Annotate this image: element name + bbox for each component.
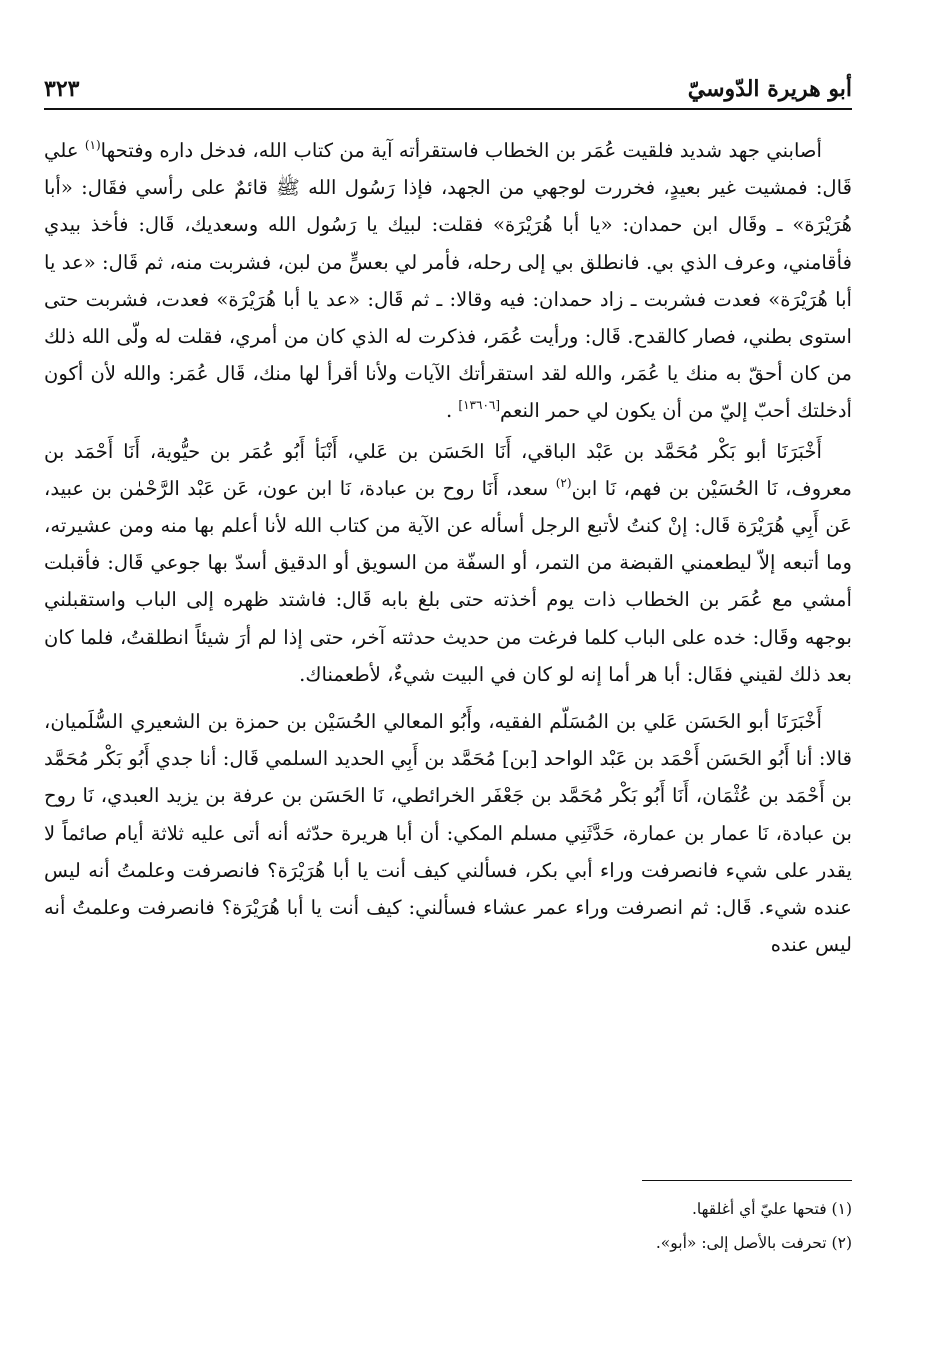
paragraph-2 — [44, 433, 852, 693]
paragraph-1-text-b: علي قَال: فمشيت غير بعيدٍ، فخررت لوجهي من الجهد، فإذا رَسُول الله ﷺ قائمٌ على رأسي فقَال: «أبا هُرَيْرَة» ـ وقَال ابن حمدان: «يا أبا هُرَيْرَة» فقلت: لبيك يا رَسُول الله وسعديك، قَال: فأخذ بيدي فأقامني، وعرف الذي بي. فانطلق بي إلى رحله، فأمر لي بعسٍّ من لبن، فشربت منه، ثم قَال: «عد يا أبا هُرَيْرَة» فعدت فشربت ـ زاد حمدان: فيه وقالا: ـ ثم قَال: «عد يا أبا هُرَيْرَة» فعدت، فشربت حتى استوى بطني، فصار كالقدح. قَال: ورأيت عُمَر، فذكرت له الذي كان من أمري، فقلت له ولّى الله ذلك من كان أحقّ به منك يا عُمَر، والله لقد استقرأتك الآيات ولأنا أقرأ لها منك، قَال عُمَر: والله لأن أكون أدخلتك أحبّ إليّ من أن يكون لي حمر النعم — [44, 139, 852, 423]
main-text — [44, 132, 852, 963]
footnote-divider — [642, 1180, 852, 1181]
footnote-2: (٢) تحرفت بالأصل إلى: «أبو». — [655, 1234, 852, 1252]
paragraph-2-text-b: سعد، أَنَا روح بن عبادة، نَا ابن عون، عَن عَبْد الرَّحْمٰن بن عبيد، عَن أَبِي هُرَيْرَة قَال: إنْ كنتُ لأتبع الرجل أسأله عن الآية من كتاب الله لأنا أعلم بها منه ومن عشيرته، وما أتبعه إلاّ ليطعمني القبضة من التمر، أو السفّة من السويق أو الدقيق أسدّ بها جوعي قَال: فأقبلت أمشي مع عُمَر بن الخطاب ذات يوم أخذته حتى بلغ بابه قَال: فاشتد ظهره إلى الباب واستقبلني بوجهه وقَال: خده على الباب كلما فرغت من حديث حدثته آخر، حتى إذا لم أرَ شيئاً انطلقتُ، فلما كان بعد ذلك لقيني فقَال: أبا هر أما إنه لو كان في البيت شيءٌ، لأطعمناك. — [44, 476, 852, 686]
paragraph-1-text-a: أصابني جهد شديد فلقيت عُمَر بن الخطاب فاستقرأته آية من كتاب الله، فدخل داره وفتحها — [100, 139, 822, 162]
paragraph-3 — [44, 703, 852, 963]
running-title: أبو هريرة الدّوسيّ — [687, 76, 852, 102]
footnotes — [44, 1192, 852, 1260]
header-divider — [44, 108, 852, 110]
page-header — [44, 62, 852, 102]
paragraph-1-end: . — [445, 399, 459, 423]
paragraph-1 — [44, 132, 852, 430]
footnote-marker-2: (٢) — [555, 475, 572, 490]
footnote-marker-1: (١) — [84, 138, 101, 152]
page-number: ٣٢٣ — [44, 76, 80, 102]
hadith-reference-number: [١٣٦٠٦] — [458, 398, 501, 413]
footnote-1: (١) فتحها عليّ أي أغلقها. — [691, 1200, 852, 1218]
paragraph-3-text: أَخْبَرَنَا أبو الحَسَن عَلي بن المُسَلّم الفقيه، وأَبُو المعالي الحُسَيْن بن حمزة بن الشعيري السُّلَميان، قالا: أنا أَبُو الحَسَن أَحْمَد بن عَبْد الواحد [بن] مُحَمَّد بن أَبِي الحديد السلمي قَال: أنا جدي أَبُو بَكْر مُحَمَّد بن أَحْمَد بن عُثْمَان، أَنَا أَبُو بَكْر مُحَمَّد بن جَعْفَر الخرائطي، نَا الحَسَن بن عرفة بن يزيد العبدي، نَا روح بن عبادة، نَا عمار بن عمارة، حَدَّثَنِي مسلم المكي: أن أبا هريرة حدّثه أنه أتى عليه ثلاثة أيام صائماً لا يقدر على شيء فانصرفت وراء أبي بكر، فسألني كيف أنت يا أبا هُرَيْرَة؟ فانصرفت وعلمتُ أنه ليس عنده شيء. قَال: ثم انصرفت وراء عمر عشاء فسألني: كيف أنت يا أبا هُرَيْرَة؟ فانصرفت وعلمتُ أنه ليس عنده — [44, 710, 852, 957]
paragraph-2-text-a: أَخْبَرَنَا أبو بَكْر مُحَمَّد بن عَبْد الباقي، أَنَا الحَسَن بن عَلي، أَنْبَأ أَبُو عُمَر بن حيُّوية، أَنَا أَحْمَد بن معروف، نَا الحُسَيْن بن فهم، نَا ابن — [44, 439, 852, 500]
